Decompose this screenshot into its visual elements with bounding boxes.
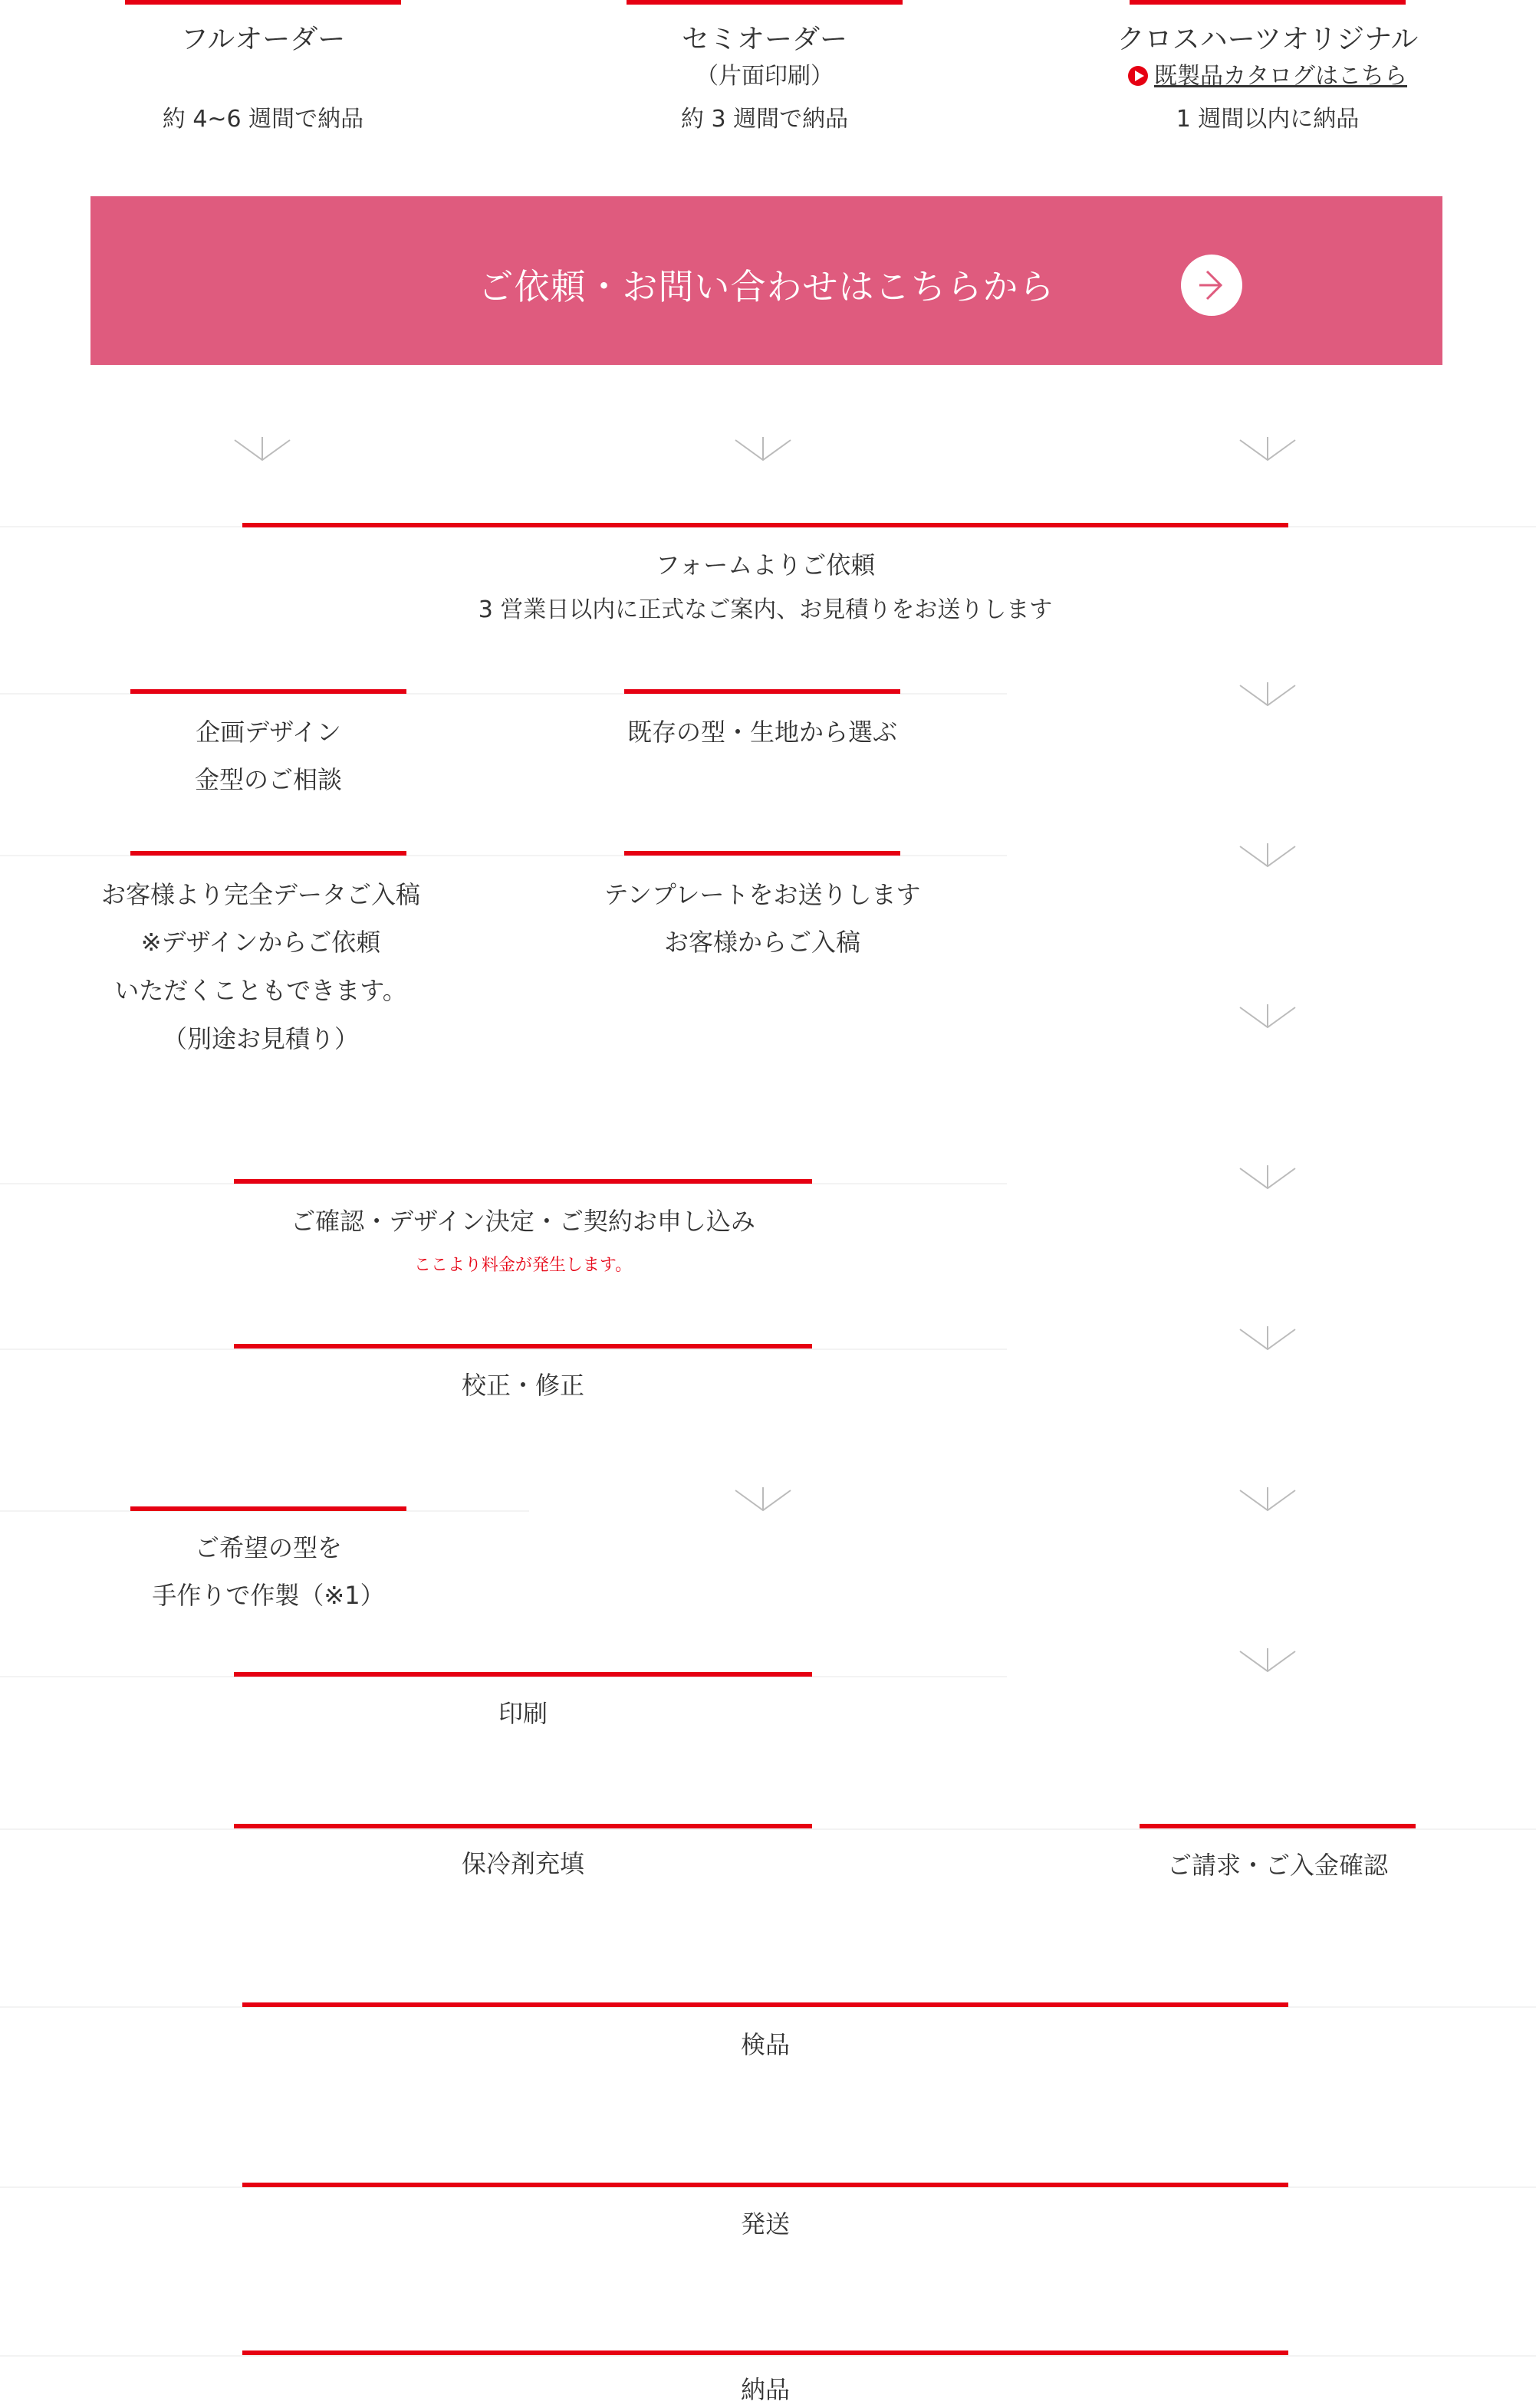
catalog-link-label[interactable]: 既製品カタログはこちら <box>1154 63 1407 90</box>
form-request-desc: 3 営業日以内に正式なご案内、お見積りをお送りします <box>478 596 1053 623</box>
template-line1: テンプレートをお送りします <box>604 880 921 909</box>
coolant-bar <box>234 1824 812 1828</box>
handmade-line2: 手作りで作製（※1） <box>152 1581 385 1610</box>
billing-title: ご請求・ご入金確認 <box>1166 1851 1388 1880</box>
chevron-down-arrow-icon <box>732 434 794 465</box>
confirm-note: ここより料金が発生します。 <box>413 1256 633 1275</box>
plan-original-delivery: 1 週間以内に納品 <box>1176 106 1360 133</box>
inspection-bar <box>242 2002 1288 2007</box>
proof-bar <box>234 1344 812 1349</box>
plan-original-title: クロスハーツオリジナル <box>1117 24 1419 55</box>
plan-semi-order-delivery: 約 3 週間で納品 <box>680 106 849 133</box>
handmade-line1: ご希望の型を <box>194 1533 342 1562</box>
shipping-title: 発送 <box>740 2209 790 2239</box>
print-bar <box>234 1672 812 1677</box>
template-bar <box>624 851 900 856</box>
arrow-right-circle-icon <box>1181 255 1242 316</box>
proof-title: 校正・修正 <box>461 1371 584 1400</box>
full-data-bar <box>130 851 406 856</box>
plan-full-order-title: フルオーダー <box>180 24 346 55</box>
chevron-down-arrow-icon <box>1237 679 1298 710</box>
inspection-title: 検品 <box>740 2030 790 2059</box>
chevron-down-arrow-icon <box>232 434 293 465</box>
full-data-line1: お客様より完全データご入稿 <box>100 880 420 909</box>
full-data-line4: （別途お見積り） <box>162 1024 359 1053</box>
plan-design-line1: 企画デザイン <box>196 718 341 747</box>
confirm-bar <box>234 1179 812 1184</box>
delivery-bar <box>242 2351 1288 2355</box>
plan-original-bar <box>1130 0 1406 5</box>
full-data-line2: ※デザインからご依頼 <box>140 928 381 957</box>
shipping-bar <box>242 2183 1288 2187</box>
plan-design-line2: 金型のご相談 <box>194 765 342 794</box>
catalog-link[interactable] <box>1076 63 1459 90</box>
full-data-line3: いただくこともできます。 <box>114 976 407 1005</box>
contact-cta-label: ご依頼・お問い合わせはこちらから <box>478 266 1055 307</box>
divider <box>0 1828 1536 1830</box>
chevron-down-arrow-icon <box>1237 1162 1298 1193</box>
plan-full-order-delivery: 約 4~6 週間で納品 <box>162 106 364 133</box>
delivery-title: 納品 <box>740 2375 790 2404</box>
plan-design-bar <box>130 689 406 694</box>
chevron-down-arrow-icon <box>1237 1484 1298 1515</box>
form-request-bar <box>242 523 1288 527</box>
chevron-down-arrow-icon <box>732 1484 794 1515</box>
chevron-down-arrow-icon <box>1237 1645 1298 1676</box>
form-request-title: フォームよりご依頼 <box>655 550 876 580</box>
chevron-down-arrow-icon <box>1237 434 1298 465</box>
contact-cta-button[interactable] <box>90 196 1442 365</box>
plan-semi-order-bar <box>627 0 903 5</box>
confirm-title: ご確認・デザイン決定・ご契約お申し込み <box>291 1207 755 1236</box>
choose-existing-bar <box>624 689 900 694</box>
coolant-title: 保冷剤充填 <box>461 1849 584 1878</box>
billing-bar <box>1140 1824 1416 1828</box>
print-title: 印刷 <box>498 1699 548 1728</box>
divider <box>0 2355 1536 2357</box>
chevron-down-arrow-icon <box>1237 1323 1298 1354</box>
chevron-down-arrow-icon <box>1237 840 1298 871</box>
plan-semi-order-sub: （片面印刷） <box>696 63 834 90</box>
plan-semi-order-title: セミオーダー <box>681 24 847 55</box>
play-circle-icon <box>1128 66 1148 86</box>
template-line2: お客様からご入稿 <box>663 928 860 957</box>
choose-existing-title: 既存の型・生地から選ぶ <box>627 718 897 747</box>
divider <box>0 1349 1007 1350</box>
handmade-bar <box>130 1506 406 1511</box>
plan-full-order-bar <box>125 0 401 5</box>
chevron-down-arrow-icon <box>1237 1001 1298 1032</box>
